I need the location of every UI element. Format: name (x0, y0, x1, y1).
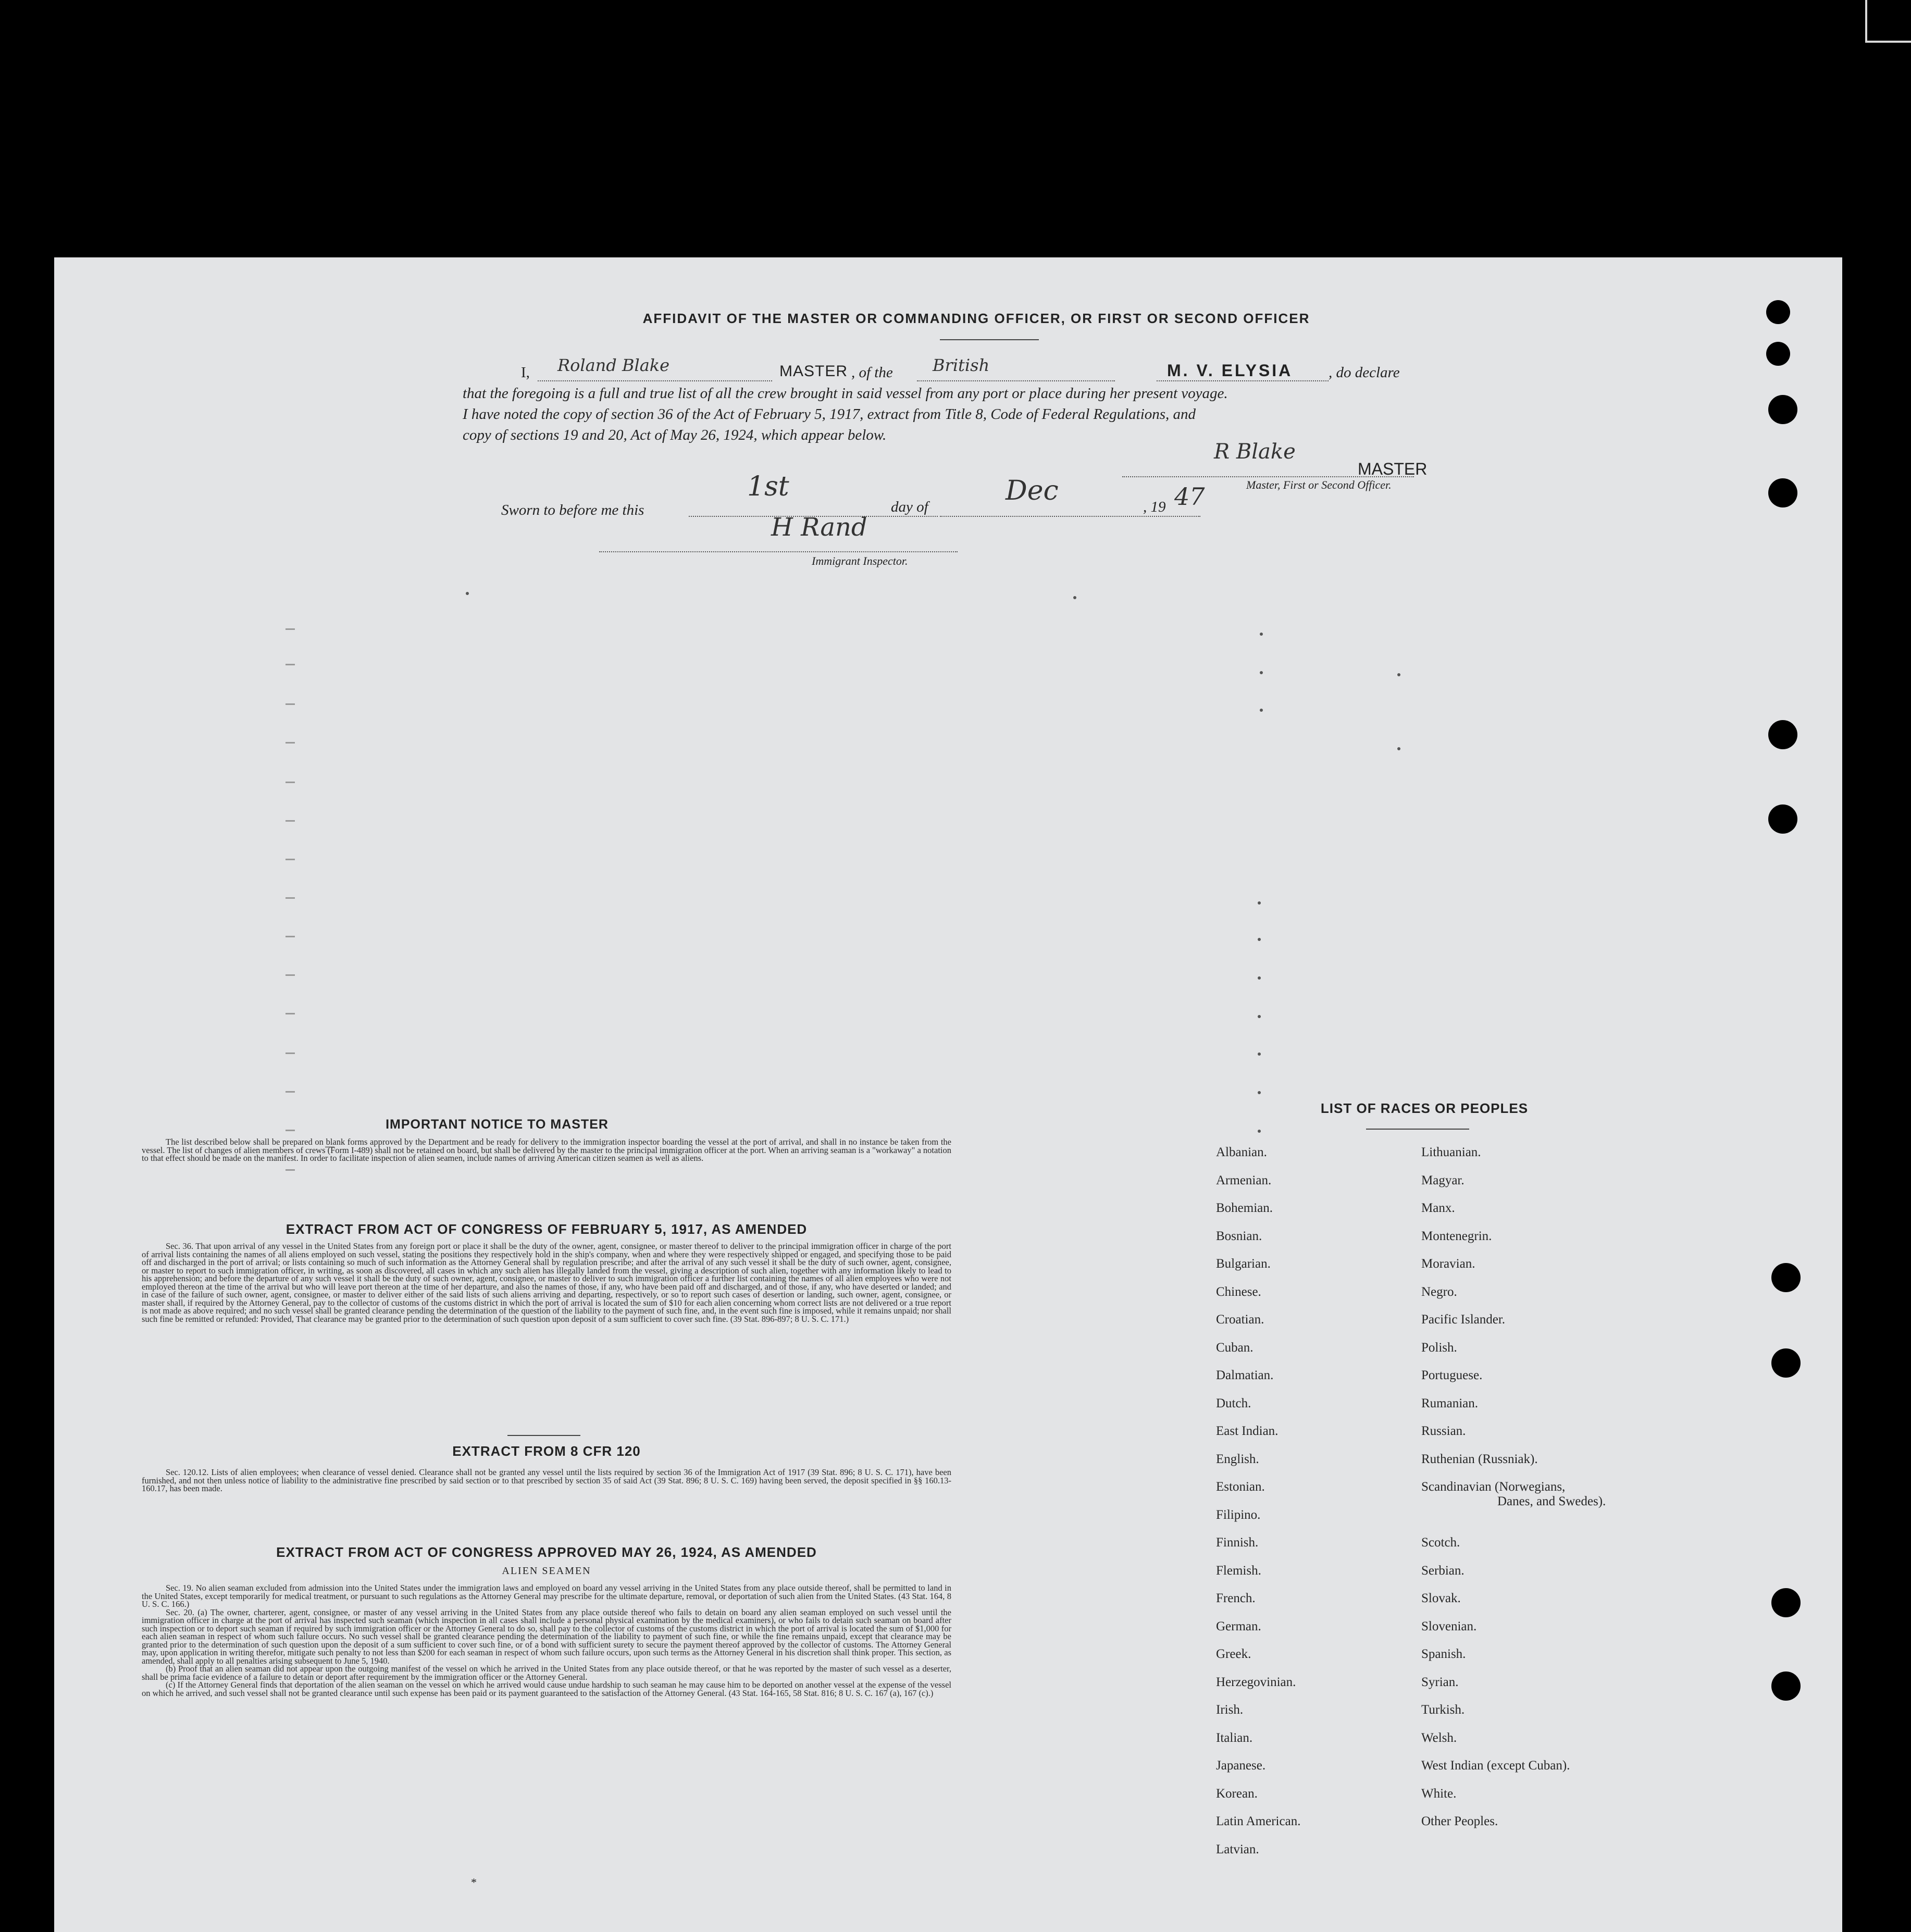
punch-hole (1768, 720, 1797, 749)
race-item: Lithuanian. (1421, 1145, 1481, 1159)
race-item: Greek. (1216, 1647, 1251, 1661)
sworn-label: Sworn to before me this (501, 502, 644, 518)
race-item: Armenian. (1216, 1173, 1272, 1187)
name-line (538, 380, 772, 381)
race-item: West Indian (except Cuban). (1421, 1758, 1570, 1773)
race-item: Irish. (1216, 1703, 1244, 1717)
blank-mark (286, 974, 295, 976)
signature-title: MASTER (1358, 460, 1428, 478)
do-declare-label: , do declare (1329, 364, 1400, 381)
blank-mark (286, 628, 295, 630)
section-36-paragraph: Sec. 36. That upon arrival of any vessel in the United States from any foreign port or place it shall be the duty of the owner, agent, consignee, or master thereof to deliver to the principal immigration officer in charge of the port of arrival lists containing the names of all aliens employed on such vessel, stating the positions they respectively hold in the ship's company, when and where they were respectively shipped or engaged, and specifying those to be paid off and discharged in the port of arrival; or lists containing so much of such information as the Attorney General shall by regulation prescribe; and after the arrival of any such vessel it shall be the duty of such owner, agent, consignee, or master to report to such immigration officer, in writing, as soon as discovered, all cases in which any such alien has illegally landed from the vessel, giving a description of such alien, together with any information likely to lead to his apprehension; and before the departure of any such vessel it shall be the duty of such owner, agent, consignee, or master to deliver to such immigration officer a further list containing the names of all alien employees who were not employed thereon at the time of the arrival but who will leave port thereon at the time of her departure, and also the names of those, if any, who have been paid off and discharged, and of those, if any, who have deserted or landed; and in case of the failure of such owner, agent, consignee, or master to deliver either of the said lists of such aliens arriving and departing, respectively, or so to report such cases of desertion or landing, such owner, agent, consignee, or master shall, if required by the Attorney General, pay to the collector of customs of the customs district in which the port of arrival is located the sum of $10 for each alien concerning whom correct lists are not delivered or a true report is not made as above required; and no such vessel shall be granted clearance pending the determination of the question of the liability to the payment of such fine, and, in the event such fine is imposed, while it remains unpaid; nor shall such fine be remitted or refunded: Provided, That clearance may be granted prior to the determination of such question upon deposit of a sum sufficient to cover such fine. (39 Stat. 896-897; 8 U. S. C. 171.) (142, 1241, 951, 1324)
race-item: Serbian. (1421, 1563, 1465, 1578)
race-item: Estonian. (1216, 1480, 1265, 1494)
race-item: Scandinavian (Norwegians, (1421, 1480, 1566, 1494)
extract-1917-title: EXTRACT FROM ACT OF CONGRESS OF FEBRUARY 5, 1917, AS AMENDED (286, 1221, 808, 1237)
blank-mark (286, 1091, 295, 1093)
blank-mark (286, 742, 295, 744)
blank-mark (286, 703, 295, 705)
speck (1258, 901, 1261, 905)
race-item: East Indian. (1216, 1424, 1279, 1438)
race-item: Latvian. (1216, 1842, 1259, 1856)
sworn-year: 47 (1174, 482, 1205, 511)
race-item: Cuban. (1216, 1340, 1254, 1355)
punch-hole (1771, 1263, 1801, 1292)
of-the-label: , of the (851, 364, 893, 381)
race-item: Syrian. (1421, 1675, 1459, 1689)
sworn-day: 1st (747, 471, 789, 502)
document-sheet (54, 257, 1842, 1932)
speck (1258, 1015, 1261, 1018)
inspector-signature: H Rand (771, 513, 867, 542)
race-item: Albanian. (1216, 1145, 1267, 1159)
race-item: Slovak. (1421, 1591, 1461, 1605)
race-item: Dutch. (1216, 1396, 1251, 1410)
races-title-rule (1366, 1129, 1469, 1130)
race-item: Finnish. (1216, 1535, 1259, 1550)
race-item: Flemish. (1216, 1563, 1261, 1578)
race-item: Danes, and Swedes). (1497, 1494, 1606, 1508)
speck (1258, 938, 1261, 941)
race-item: Polish. (1421, 1340, 1457, 1355)
section-20a-paragraph: Sec. 20. (a) The owner, charterer, agent, consignee, or master of any vessel arriving in the United States from any place outside thereof who fails to detain on board any alien seaman employed on such vessel until the immigration officer in charge at the port of arrival has inspected such seaman (which inspection in all cases shall include a personal physical examination by the medical examiners), or who fails to detain such seaman on board after such inspection or to deport such seaman if required by such immigration officer or the Attorney General to do so, shall pay to the collector of customs of the customs district in which the port of arrival is located the sum of $1,000 for each alien seaman in respect of whom such failure occurs. No such vessel shall be granted clearance pending the determination of the liability to payment of such fine, or while the fine remains unpaid, except that clearance may be granted prior to the determination of such question upon the deposit of a sum sufficient to cover such fine, or of a bond with sufficient surety to secure the payment thereof approved by the collector of customs. The Attorney General may, upon application in writing therefor, mitigate such penalty to not less than $200 for each seaman in respect of whom such failure occurs, upon such terms as the Attorney General in his discretion shall think proper. This section, as amended, shall apply to all penalties arising subsequent to June 5, 1940. (142, 1607, 951, 1666)
section-19-paragraph: Sec. 19. No alien seaman excluded from admission into the United States under the immigration laws and employed on board any vessel arriving in the United States from any place outside thereof, shall be permitted to land in the United States, except temporarily for medical treatment, or pursuant to such regulations as the Attorney General may prescribe for the ultimate departure, removal, or deportation of such alien from the United States. (43 Stat. 164, 8 U. S. C. 166.) (142, 1583, 951, 1609)
race-item: Other Peoples. (1421, 1814, 1498, 1828)
section-20b-paragraph: (b) Proof that an alien seaman did not appear upon the outgoing manifest of the vessel on which he arrived in the United States from any place outside thereof, or that he was reported by the master of such vessel as a deserter, shall be prima facie evidence of a failure to detain or deport after requirement by the immigration officer or the Attorney General. (142, 1664, 951, 1682)
blank-mark (286, 1169, 295, 1171)
speck (1260, 709, 1263, 712)
race-item: Moravian. (1421, 1257, 1475, 1271)
blank-mark (286, 1052, 295, 1054)
notice-paragraph: The list described below shall be prepared on blank forms approved by the Department and be ready for delivery to the immigration inspector boarding the vessel at the port of arrival, and shall in no instance be taken from the vessel. The list of changes of alien members of crews (Form I-489) shall not be retained on board, but shall be delivered by the master to the principal immigration officer at the port. When an arriving seaman is a "workaway" a notation to that effect should be made on the manifest. In order to facilitate inspection of alien seamen, include names of arriving American citizen seamen as well as aliens. (142, 1137, 951, 1163)
film-frame-line (1865, 0, 1867, 42)
race-item: Ruthenian (Russniak). (1421, 1452, 1538, 1466)
signature-caption: Master, First or Second Officer. (1246, 478, 1392, 491)
punch-hole (1766, 300, 1790, 324)
alien-seamen-subtitle: ALIEN SEAMEN (502, 1565, 591, 1577)
race-item: Montenegrin. (1421, 1229, 1492, 1243)
race-item: Japanese. (1216, 1758, 1266, 1773)
race-item: Spanish. (1421, 1647, 1466, 1661)
race-item: White. (1421, 1786, 1457, 1801)
punch-hole (1766, 342, 1790, 366)
vessel-name: M. V. ELYSIA (1167, 361, 1293, 380)
race-item: Rumanian. (1421, 1396, 1479, 1410)
races-title: LIST OF RACES OR PEOPLES (1320, 1100, 1529, 1116)
master-signature: R Blake (1214, 440, 1296, 464)
blank-mark (286, 820, 295, 822)
extract-1917-text (142, 1242, 951, 1323)
race-item: Turkish. (1421, 1703, 1465, 1717)
speck (1258, 1052, 1261, 1056)
race-item: Russian. (1421, 1424, 1466, 1438)
blank-mark (286, 782, 295, 783)
race-item: Manx. (1421, 1201, 1455, 1215)
section-20c-paragraph: (c) If the Attorney General finds that deportation of the alien seaman on the vessel on which he arrived would cause undue hardship to such seaman he may cause him to be deported on another vessel at the expense of the vessel on which he arrived, and such vessel shall not be granted clearance until such expense has been paid or its payment guaranteed to the satisfaction of the Attorney General. (43 Stat. 164-165, 58 Stat. 816; 8 U. S. C. 167 (a), 167 (c).) (142, 1680, 951, 1698)
affidavit-line2: that the foregoing is a full and true list of all the crew brought in said vessel from any port or place during her present voyage. (463, 385, 1228, 402)
blank-mark (286, 897, 295, 899)
race-item: Chinese. (1216, 1284, 1261, 1299)
signature-line (1122, 476, 1414, 477)
punch-hole (1768, 478, 1797, 507)
race-item: Dalmatian. (1216, 1368, 1274, 1382)
race-item: Bulgarian. (1216, 1257, 1271, 1271)
inspector-line (599, 551, 958, 552)
extract-cfr-title: EXTRACT FROM 8 CFR 120 (452, 1443, 641, 1459)
scan-mark: * (471, 1876, 477, 1889)
race-item: Welsh. (1421, 1730, 1457, 1745)
race-item: English. (1216, 1452, 1259, 1466)
race-item: Scotch. (1421, 1535, 1460, 1550)
race-item: Bosnian. (1216, 1229, 1262, 1243)
speck (1258, 1091, 1261, 1094)
master-name: Roland Blake (557, 355, 670, 375)
race-item: Herzegovinian. (1216, 1675, 1296, 1689)
speck (1258, 976, 1261, 980)
i-label: I, (521, 364, 530, 381)
race-item: Slovenian. (1421, 1619, 1477, 1633)
film-frame-line (1865, 41, 1911, 43)
nationality-line (917, 380, 1115, 381)
notice-text (142, 1138, 951, 1162)
punch-hole (1768, 804, 1797, 834)
race-item: Negro. (1421, 1284, 1457, 1299)
punch-hole (1771, 1671, 1801, 1701)
speck (466, 592, 469, 595)
punch-hole (1771, 1588, 1801, 1617)
affidavit-title: AFFIDAVIT OF THE MASTER OR COMMANDING OFFICER, OR FIRST OR SECOND OFFICER (642, 311, 1310, 326)
race-item: Filipino. (1216, 1507, 1261, 1522)
race-item: Italian. (1216, 1730, 1253, 1745)
vessel-line (1157, 380, 1329, 381)
section-120-12-paragraph: Sec. 120.12. Lists of alien employees; when clearance of vessel denied. Clearance shall not be granted any vessel until the lists required by section 36 of the Immigration Act of 1917 (39 Stat. 896; 8 U. S. C. 171), have been furnished, and not then unless notice of liability to the administrative fine prescribed by said section or to that prescribed by section 35 of said Act (39 Stat. 896; 8 U. S. C. 169) having been served, the deposit specified in §§ 160.13-160.17, has been made. (142, 1467, 951, 1493)
master-label: MASTER (779, 363, 848, 380)
race-item: Croatian. (1216, 1312, 1264, 1327)
inspector-caption: Immigrant Inspector. (812, 554, 908, 567)
race-item: Korean. (1216, 1786, 1258, 1801)
race-item: Portuguese. (1421, 1368, 1483, 1382)
race-item: Latin American. (1216, 1814, 1301, 1828)
speck (1260, 633, 1263, 636)
race-item: French. (1216, 1591, 1256, 1605)
sworn-month: Dec (1006, 475, 1059, 506)
affidavit-line4: copy of sections 19 and 20, Act of May 26, 1924, which appear below. (463, 427, 887, 443)
extract-1924-title: EXTRACT FROM ACT OF CONGRESS APPROVED MAY 26, 1924, AS AMENDED (276, 1544, 817, 1560)
day-of-label: day of (891, 499, 928, 515)
affidavit-line1 (495, 355, 1511, 383)
extract-1924-text (142, 1584, 951, 1697)
race-item: Pacific Islander. (1421, 1312, 1506, 1327)
blank-mark (286, 936, 295, 937)
speck (1260, 671, 1263, 674)
blank-mark (286, 664, 295, 665)
speck (1397, 673, 1400, 676)
race-item: Bohemian. (1216, 1201, 1273, 1215)
year-prefix: , 19 (1143, 499, 1166, 515)
speck (1073, 596, 1076, 599)
extract-cfr-text (142, 1468, 951, 1493)
notice-title: IMPORTANT NOTICE TO MASTER (386, 1117, 609, 1132)
punch-hole (1771, 1348, 1801, 1378)
title-rule (940, 339, 1039, 340)
blank-mark (286, 1013, 295, 1014)
affidavit-line3: I have noted the copy of section 36 of the Act of February 5, 1917, extract from Title 8, Code of Federal Regulations, and (463, 406, 1196, 423)
blank-mark (286, 859, 295, 860)
extract-rule (507, 1435, 580, 1436)
speck (1258, 1130, 1261, 1133)
race-item: Magyar. (1421, 1173, 1465, 1187)
nationality: British (933, 355, 990, 375)
race-item: German. (1216, 1619, 1261, 1633)
punch-hole (1768, 395, 1797, 424)
speck (1397, 747, 1400, 750)
